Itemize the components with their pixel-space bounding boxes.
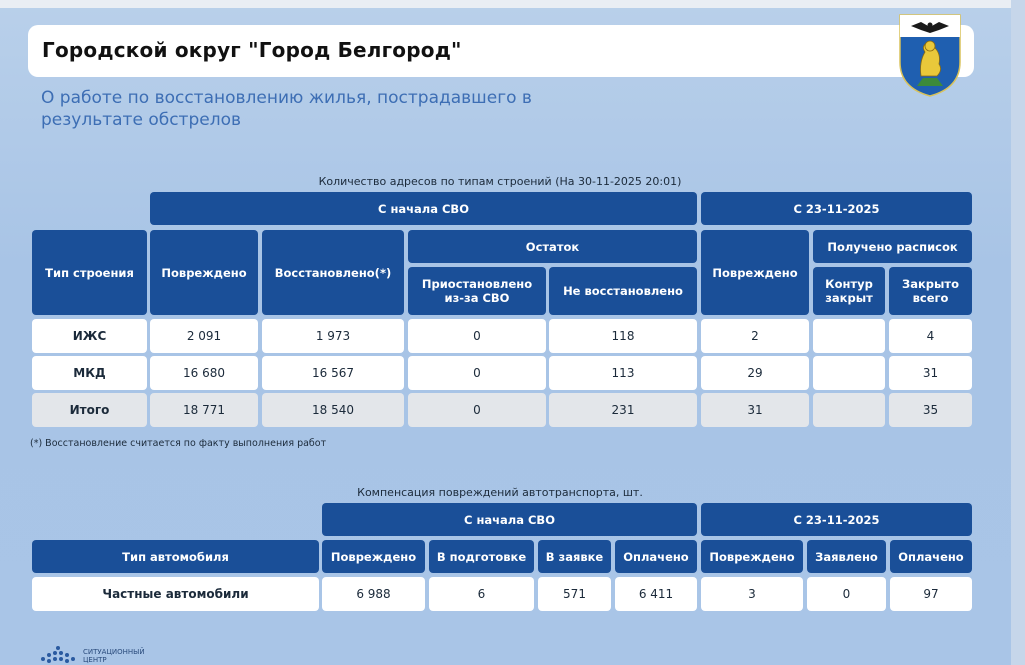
top-stripe xyxy=(0,0,1025,8)
page-subtitle: О работе по восстановлению жилья, пострадавшего в результате обстрелов xyxy=(41,88,532,130)
housing-table-caption: Количество адресов по типам строений (На 30-11-2025 20:01) xyxy=(318,175,682,188)
housing-col-damaged: Повреждено xyxy=(150,230,258,315)
cars-col-paid: Оплачено xyxy=(615,540,697,573)
cars-col-type: Тип автомобиля xyxy=(32,540,319,573)
housing-col-damaged-recent: Повреждено xyxy=(701,230,809,315)
housing-row-damaged-recent: 29 xyxy=(701,356,809,390)
cars-col-paid-recent: Оплачено xyxy=(890,540,972,573)
housing-col-contour-closed: Контур закрыт xyxy=(813,267,885,315)
cars-row-paid: 6 411 xyxy=(615,577,697,611)
cars-row-type: Частные автомобили xyxy=(32,577,319,611)
housing-row-restored: 16 567 xyxy=(262,356,404,390)
cars-row-preparing: 6 xyxy=(429,577,534,611)
cars-row-applied: 571 xyxy=(538,577,611,611)
page-title: Городской округ "Город Белгород" xyxy=(42,38,462,62)
housing-total-closed: 35 xyxy=(889,393,972,427)
title-bar xyxy=(28,25,974,77)
housing-col-not-restored: Не восстановлено xyxy=(549,267,697,315)
housing-row-restored: 1 973 xyxy=(262,319,404,353)
cars-row-declared: 0 xyxy=(807,577,886,611)
housing-group-since-date: С 23-11-2025 xyxy=(701,192,972,225)
cars-group-since-date: С 23-11-2025 xyxy=(701,503,972,536)
housing-group-since-svo: С начала СВО xyxy=(150,192,697,225)
cars-table-caption: Компенсация повреждений автотранспорта, шт. xyxy=(357,486,643,499)
housing-col-suspended: Приостановлено из-за СВО xyxy=(408,267,546,315)
housing-row-suspended: 0 xyxy=(408,319,546,353)
housing-row-not-restored: 113 xyxy=(549,356,697,390)
housing-col-remainder: Остаток xyxy=(408,230,697,263)
housing-row-type: МКД xyxy=(32,356,147,390)
cars-row-damaged: 6 988 xyxy=(322,577,425,611)
logo-text-line2: ЦЕНТР xyxy=(83,656,107,664)
logo-text xyxy=(83,648,145,664)
right-edge xyxy=(1011,0,1025,665)
cars-col-damaged-recent: Повреждено xyxy=(701,540,803,573)
housing-col-closed-total: Закрыто всего xyxy=(889,267,972,315)
housing-total-suspended: 0 xyxy=(408,393,546,427)
housing-total-restored: 18 540 xyxy=(262,393,404,427)
footnote: (*) Восстановление считается по факту выполнения работ xyxy=(30,438,327,449)
housing-row-closed: 31 xyxy=(889,356,972,390)
housing-total-damaged: 18 771 xyxy=(150,393,258,427)
housing-row-damaged-recent: 2 xyxy=(701,319,809,353)
housing-row-suspended: 0 xyxy=(408,356,546,390)
housing-row-damaged: 16 680 xyxy=(150,356,258,390)
cars-col-preparing: В подготовке xyxy=(429,540,534,573)
housing-row-not-restored: 118 xyxy=(549,319,697,353)
cars-col-declared: Заявлено xyxy=(807,540,886,573)
housing-row-contour xyxy=(813,356,885,390)
housing-total-type: Итого xyxy=(32,393,147,427)
housing-row-contour xyxy=(813,319,885,353)
housing-total-damaged-recent: 31 xyxy=(701,393,809,427)
cars-col-damaged: Повреждено xyxy=(322,540,425,573)
housing-col-type: Тип строения xyxy=(32,230,147,315)
housing-col-receipts: Получено расписок xyxy=(813,230,972,263)
cars-row-damaged-recent: 3 xyxy=(701,577,803,611)
housing-total-contour xyxy=(813,393,885,427)
housing-row-closed: 4 xyxy=(889,319,972,353)
belgorod-coat-of-arms-icon xyxy=(897,12,963,98)
logo-text-line1: СИТУАЦИОННЫЙ xyxy=(83,648,145,656)
housing-row-damaged: 2 091 xyxy=(150,319,258,353)
housing-col-restored: Восстановлено(*) xyxy=(262,230,404,315)
cars-col-applied: В заявке xyxy=(538,540,611,573)
housing-row-type: ИЖС xyxy=(32,319,147,353)
cars-group-since-svo: С начала СВО xyxy=(322,503,697,536)
housing-total-not-restored: 231 xyxy=(549,393,697,427)
cars-row-paid-recent: 97 xyxy=(890,577,972,611)
situation-center-logo-icon xyxy=(37,645,77,665)
